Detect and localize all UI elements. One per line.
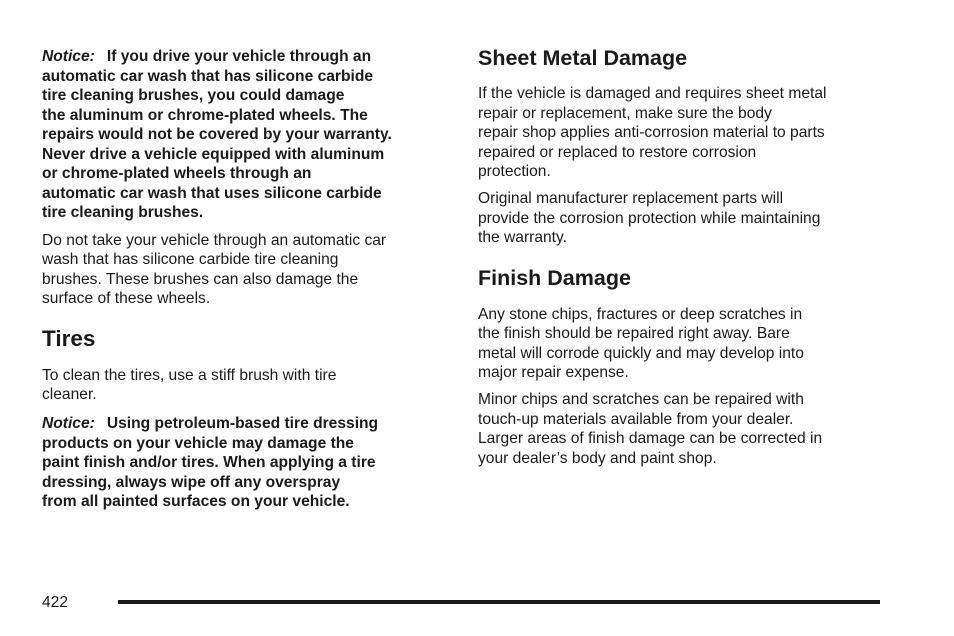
footer-rule	[118, 600, 880, 604]
notice-line: Notice: Using petroleum-based tire dressing	[42, 415, 379, 432]
notice-line: Never drive a vehicle equipped with aluminum	[42, 146, 385, 163]
notice-line: repairs would not be covered by your warranty.	[42, 126, 392, 143]
text-line: Minor chips and scratches can be repaired with	[478, 391, 804, 408]
notice-line: the aluminum or chrome-plated wheels. The	[42, 107, 368, 124]
text-line: surface of these wheels.	[42, 290, 211, 307]
text-line: the finish should be repaired right away. Bare	[478, 325, 790, 342]
text-line: provide the corrosion protection while maintaining	[478, 210, 821, 227]
text-line: To clean the tires, use a stiff brush with tire	[42, 367, 337, 384]
sheet-metal-heading: Sheet Metal Damage	[478, 46, 688, 70]
text-line: Any stone chips, fractures or deep scratches in	[478, 306, 803, 323]
notice-line: automatic car wash that uses silicone carbide	[42, 185, 382, 202]
notice-line: automatic car wash that has silicone carbide	[42, 68, 374, 85]
text-line: repaired or replaced to restore corrosion	[478, 144, 757, 161]
text-line: Do not take your vehicle through an automatic car	[42, 232, 387, 249]
notice-line: or chrome-plated wheels through an	[42, 165, 312, 182]
text-line: metal will corrode quickly and may develop into	[478, 345, 804, 362]
text-line: your dealer’s body and paint shop.	[478, 450, 717, 467]
notice-label: Notice:	[42, 415, 95, 432]
notice-line: from all painted surfaces on your vehicle.	[42, 493, 350, 510]
text-line: wash that has silicone carbide tire cleaning	[42, 251, 339, 268]
notice-line: dressing, always wipe off any overspray	[42, 474, 341, 491]
text-line: touch-up materials available from your dealer.	[478, 411, 794, 428]
text-line: the warranty.	[478, 229, 567, 246]
notice-label: Notice:	[42, 48, 95, 65]
tires-heading: Tires	[42, 326, 96, 351]
text-line: brushes. These brushes can also damage the	[42, 271, 359, 288]
page-number: 422	[42, 594, 69, 611]
notice-line: tire cleaning brushes, you could damage	[42, 87, 345, 104]
text-line: repair or replacement, make sure the body	[478, 105, 772, 122]
notice-line: paint finish and/or tires. When applying a tire	[42, 454, 376, 471]
finish-damage-heading: Finish Damage	[478, 266, 631, 290]
notice-line: tire cleaning brushes.	[42, 204, 204, 221]
text-line: Original manufacturer replacement parts will	[478, 190, 784, 207]
text-line: Larger areas of finish damage can be corrected in	[478, 430, 823, 447]
notice-line: Notice: If you drive your vehicle through an	[42, 48, 372, 65]
text-line: cleaner.	[42, 386, 97, 403]
text-line: repair shop applies anti-corrosion material to parts	[478, 124, 825, 141]
text-line: protection.	[478, 163, 551, 180]
text-line: major repair expense.	[478, 364, 629, 381]
text-line: If the vehicle is damaged and requires sheet metal	[478, 85, 827, 102]
notice-line: products on your vehicle may damage the	[42, 435, 354, 452]
